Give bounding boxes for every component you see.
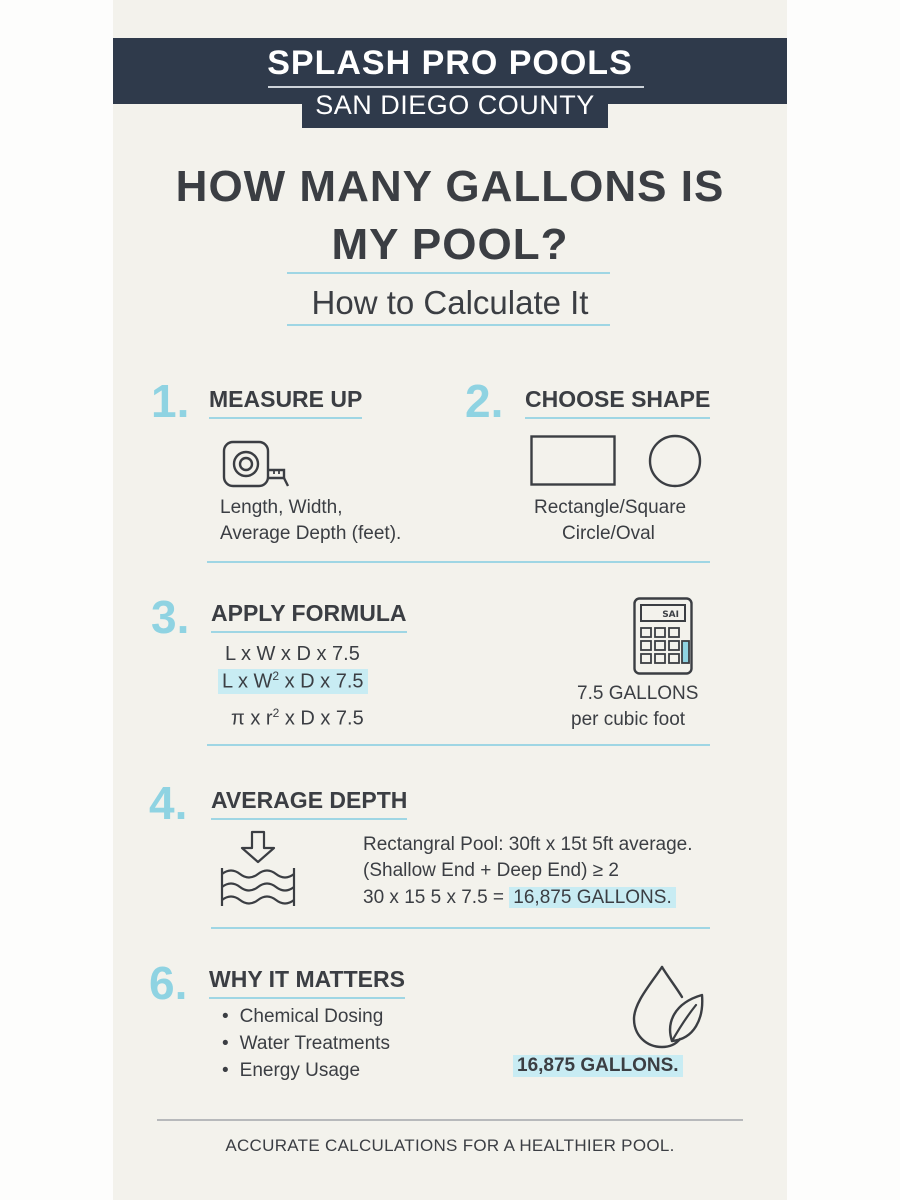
page-subtitle: How to Calculate It [311,284,589,321]
why-it-matters-list [222,1003,390,1084]
page-title-line-1: HOW MANY GALLONS IS [175,162,725,211]
depth-example-line-3: 30 x 15 5 x 7.5 = 16,875 GALLONS. [363,887,676,909]
step-3-number: 3. [151,591,190,643]
result-badge: 16,875 GALLONS. [513,1055,683,1077]
tape-measure-icon [222,440,294,490]
water-depth-icon [220,830,296,908]
title-divider [287,272,610,274]
subtitle-divider [287,324,610,326]
formula-circle: π x $r^2$ x D x 7.5 [231,706,364,730]
step-4-number: 4. [149,777,188,829]
section-divider-1 [207,561,710,563]
page-title-line-2: MY POOL? [331,220,569,269]
depth-example-line-1: Rectangral Pool: 30ft x 15t 5ft average. [363,834,693,855]
depth-result-highlight: 16,875 GALLONS. [509,887,675,908]
step-1-line-1: Length, Width, [220,497,343,518]
formula-square: L x $W^2$ x D x 7.5 [218,669,368,694]
step-1-title: MEASURE UP [209,386,362,419]
svg-text:SAI: SAI [662,610,679,620]
gallons-per-foot-line-1: 7.5 GALLONS [577,683,699,704]
step-6-title: WHY IT MATTERS [209,966,405,999]
footer-tagline: ACCURATE CALCULATIONS FOR A HEALTHIER POOL. [225,1136,675,1155]
depth-example-line-2: (Shallow End + Deep End) ≥ 2 [363,860,619,881]
list-item: • Water Treatments [222,1030,390,1057]
calculator-icon [633,597,693,675]
step-3-title: APPLY FORMULA [211,600,407,633]
step-2-title: CHOOSE SHAPE [525,386,710,419]
section-divider-2 [207,744,710,746]
list-item: • Chemical Dosing [222,1003,390,1030]
step-6-number: 6. [149,957,188,1009]
rectangle-icon [530,435,616,487]
brand-name: SPLASH PRO POOLS [267,44,633,82]
step-2-number: 2. [465,375,504,427]
step-2-line-2: Circle/Oval [562,523,655,544]
circle-icon [648,434,702,488]
formula-rectangle: L x W x D x 7.5 [225,643,360,665]
step-2-line-1: Rectangle/Square [534,497,687,518]
section-divider-3 [211,927,710,929]
step-1-line-2: Average Depth (feet). [220,523,402,544]
list-item: • Energy Usage [222,1057,390,1084]
gallons-per-foot-line-2: per cubic foot [571,709,686,730]
footer-divider [157,1119,743,1121]
region-name: SAN DIEGO COUNTY [315,90,595,120]
water-drop-leaf-icon [630,965,706,1049]
step-4-title: AVERAGE DEPTH [211,787,407,820]
step-1-number: 1. [151,375,190,427]
